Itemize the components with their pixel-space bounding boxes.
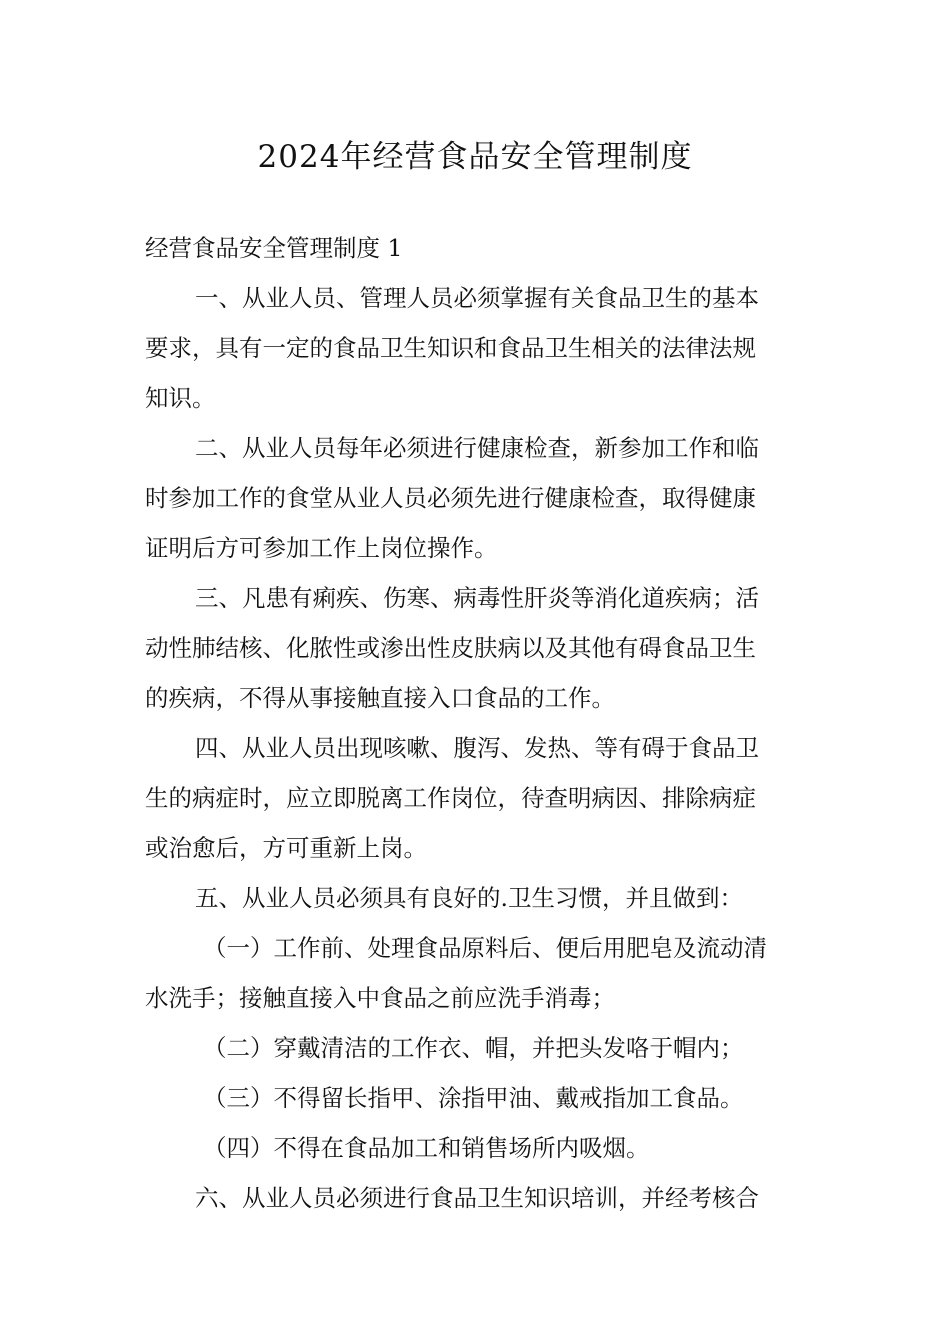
document-body — [145, 223, 813, 1223]
paragraph-line: 动性肺结核、化脓性或渗出性皮肤病以及其他有碍食品卫生 — [145, 634, 756, 662]
paragraph-line: 或治愈后，方可重新上岗。 — [145, 834, 427, 862]
paragraph-4 — [145, 723, 813, 873]
paragraph-line: 要求，具有一定的食品卫生知识和食品卫生相关的法律法规 — [145, 334, 756, 362]
paragraph-line: 六、从业人员必须进行食品卫生知识培训，并经考核合 — [195, 1184, 759, 1212]
paragraph-line: 二、从业人员每年必须进行健康检查，新参加工作和临 — [195, 434, 759, 462]
paragraph-5 — [145, 873, 813, 923]
sub-item-3: （三）不得留长指甲、涂指甲油、戴戒指加工食品。 — [203, 1084, 744, 1112]
section-heading: 经营食品安全管理制度 1 — [145, 234, 403, 262]
paragraph-line: 证明后方可参加工作上岗位操作。 — [145, 534, 498, 562]
document-title: 2024年经营食品安全管理制度 — [257, 139, 693, 175]
paragraph-line: 四、从业人员出现咳嗽、腹泻、发热、等有碍于食品卫 — [195, 734, 759, 762]
paragraph-line: 水洗手；接触直接入中食品之前应洗手消毒； — [145, 984, 615, 1012]
paragraph-line: 生的病症时，应立即脱离工作岗位，待查明病因、排除病症 — [145, 784, 756, 812]
paragraph-1 — [145, 273, 813, 423]
paragraph-line: 三、凡患有痢疾、伤寒、病毒性肝炎等消化道疾病；活 — [195, 584, 759, 612]
paragraph-line: 知识。 — [145, 384, 216, 412]
paragraph-3 — [145, 573, 813, 723]
sub-item-1 — [145, 923, 813, 1023]
sub-item-2: （二）穿戴清洁的工作衣、帽，并把头发咯于帽内； — [203, 1034, 744, 1062]
paragraph-line: 时参加工作的食堂从业人员必须先进行健康检查，取得健康 — [145, 484, 756, 512]
sub-item-4: （四）不得在食品加工和销售场所内吸烟。 — [203, 1134, 650, 1162]
paragraph-line: （一）工作前、处理食品原料后、便后用肥皂及流动清 — [203, 934, 767, 962]
paragraph-6 — [145, 1173, 813, 1223]
paragraph-line: 的疾病，不得从事接触直接入口食品的工作。 — [145, 684, 615, 712]
paragraph-line: 五、从业人员必须具有良好的.卫生习惯，并且做到： — [195, 884, 743, 912]
paragraph-2 — [145, 423, 813, 573]
paragraph-line: 一、从业人员、管理人员必须掌握有关食品卫生的基本 — [195, 284, 759, 312]
